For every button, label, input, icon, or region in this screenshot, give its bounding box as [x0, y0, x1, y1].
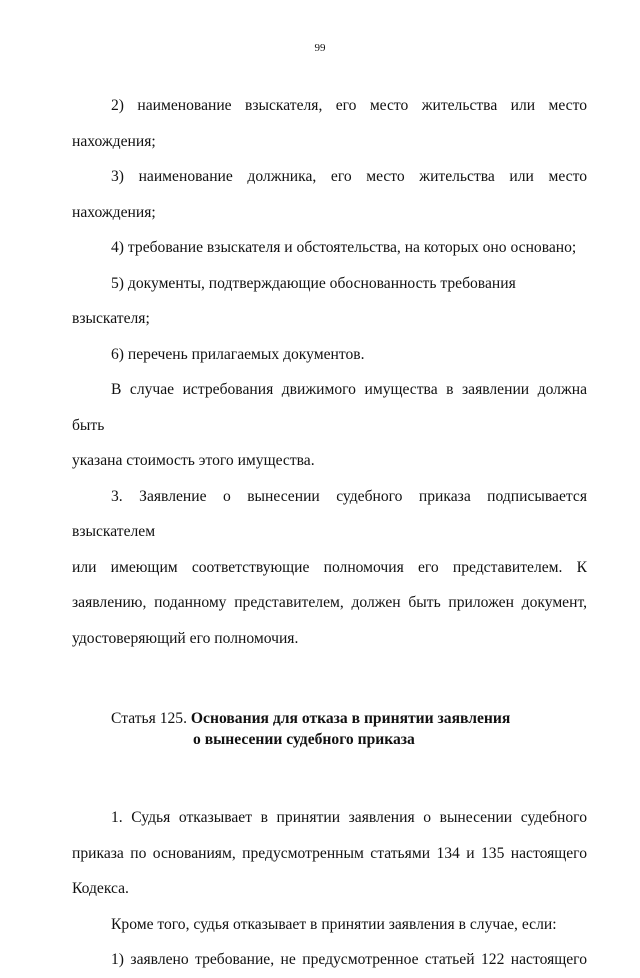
paragraph-signature-line1: 3. Заявление о вынесении судебного приказа подписывается взыскателем: [72, 487, 587, 540]
paragraph-movable-property-line1: В случае истребования движимого имущества в заявлении должна быть: [72, 381, 587, 434]
paragraph-refusal-line2: приказа по основаниям, предусмотренным статьями 134 и 135 настоящего: [72, 844, 587, 862]
paragraph-item-2-line1: 2) наименование взыскателя, его место жительства или место: [111, 97, 587, 114]
paragraph-item-5: 5) документы, подтверждающие обоснованность требования взыскателя;: [72, 274, 516, 327]
article-number: Статья 125.: [111, 710, 188, 727]
article-heading: [72, 708, 587, 750]
paragraph-refusal-line3: Кодекса.: [72, 880, 129, 897]
paragraph-item-2-line2: нахождения;: [72, 132, 156, 150]
paragraph-item-4: 4) требование взыскателя и обстоятельства, на которых оно основано;: [111, 239, 577, 256]
paragraph-item-6: 6) перечень прилагаемых документов.: [111, 345, 365, 363]
page-body: [72, 88, 587, 978]
paragraph-item-3-line2: нахождения;: [72, 203, 156, 221]
paragraph-signature-line2: или имеющим соответствующие полномочия его представителем. К: [72, 558, 587, 576]
paragraph-item-1-line1: 1) заявлено требование, не предусмотренное статьей 122 настоящего: [111, 951, 587, 968]
paragraph-refusal-line1: 1. Судья отказывает в принятии заявления о вынесении судебного: [111, 809, 587, 826]
paragraph-item-3-line1: 3) наименование должника, его место жительства или место: [111, 168, 587, 185]
paragraph-signature-line4: удостоверяющий его полномочия.: [72, 629, 299, 647]
paragraph-movable-property-line2: указана стоимость этого имущества.: [72, 452, 315, 469]
article-title-line2: о вынесении судебного приказа: [193, 731, 415, 748]
paragraph-signature-line3: заявлению, поданному представителем, должен быть приложен документ,: [72, 594, 587, 611]
paragraph-additionally: Кроме того, судья отказывает в принятии заявления в случае, если:: [111, 915, 557, 933]
page-number: 99: [314, 42, 326, 54]
article-title-line1: Основания для отказа в принятии заявления: [190, 710, 511, 727]
